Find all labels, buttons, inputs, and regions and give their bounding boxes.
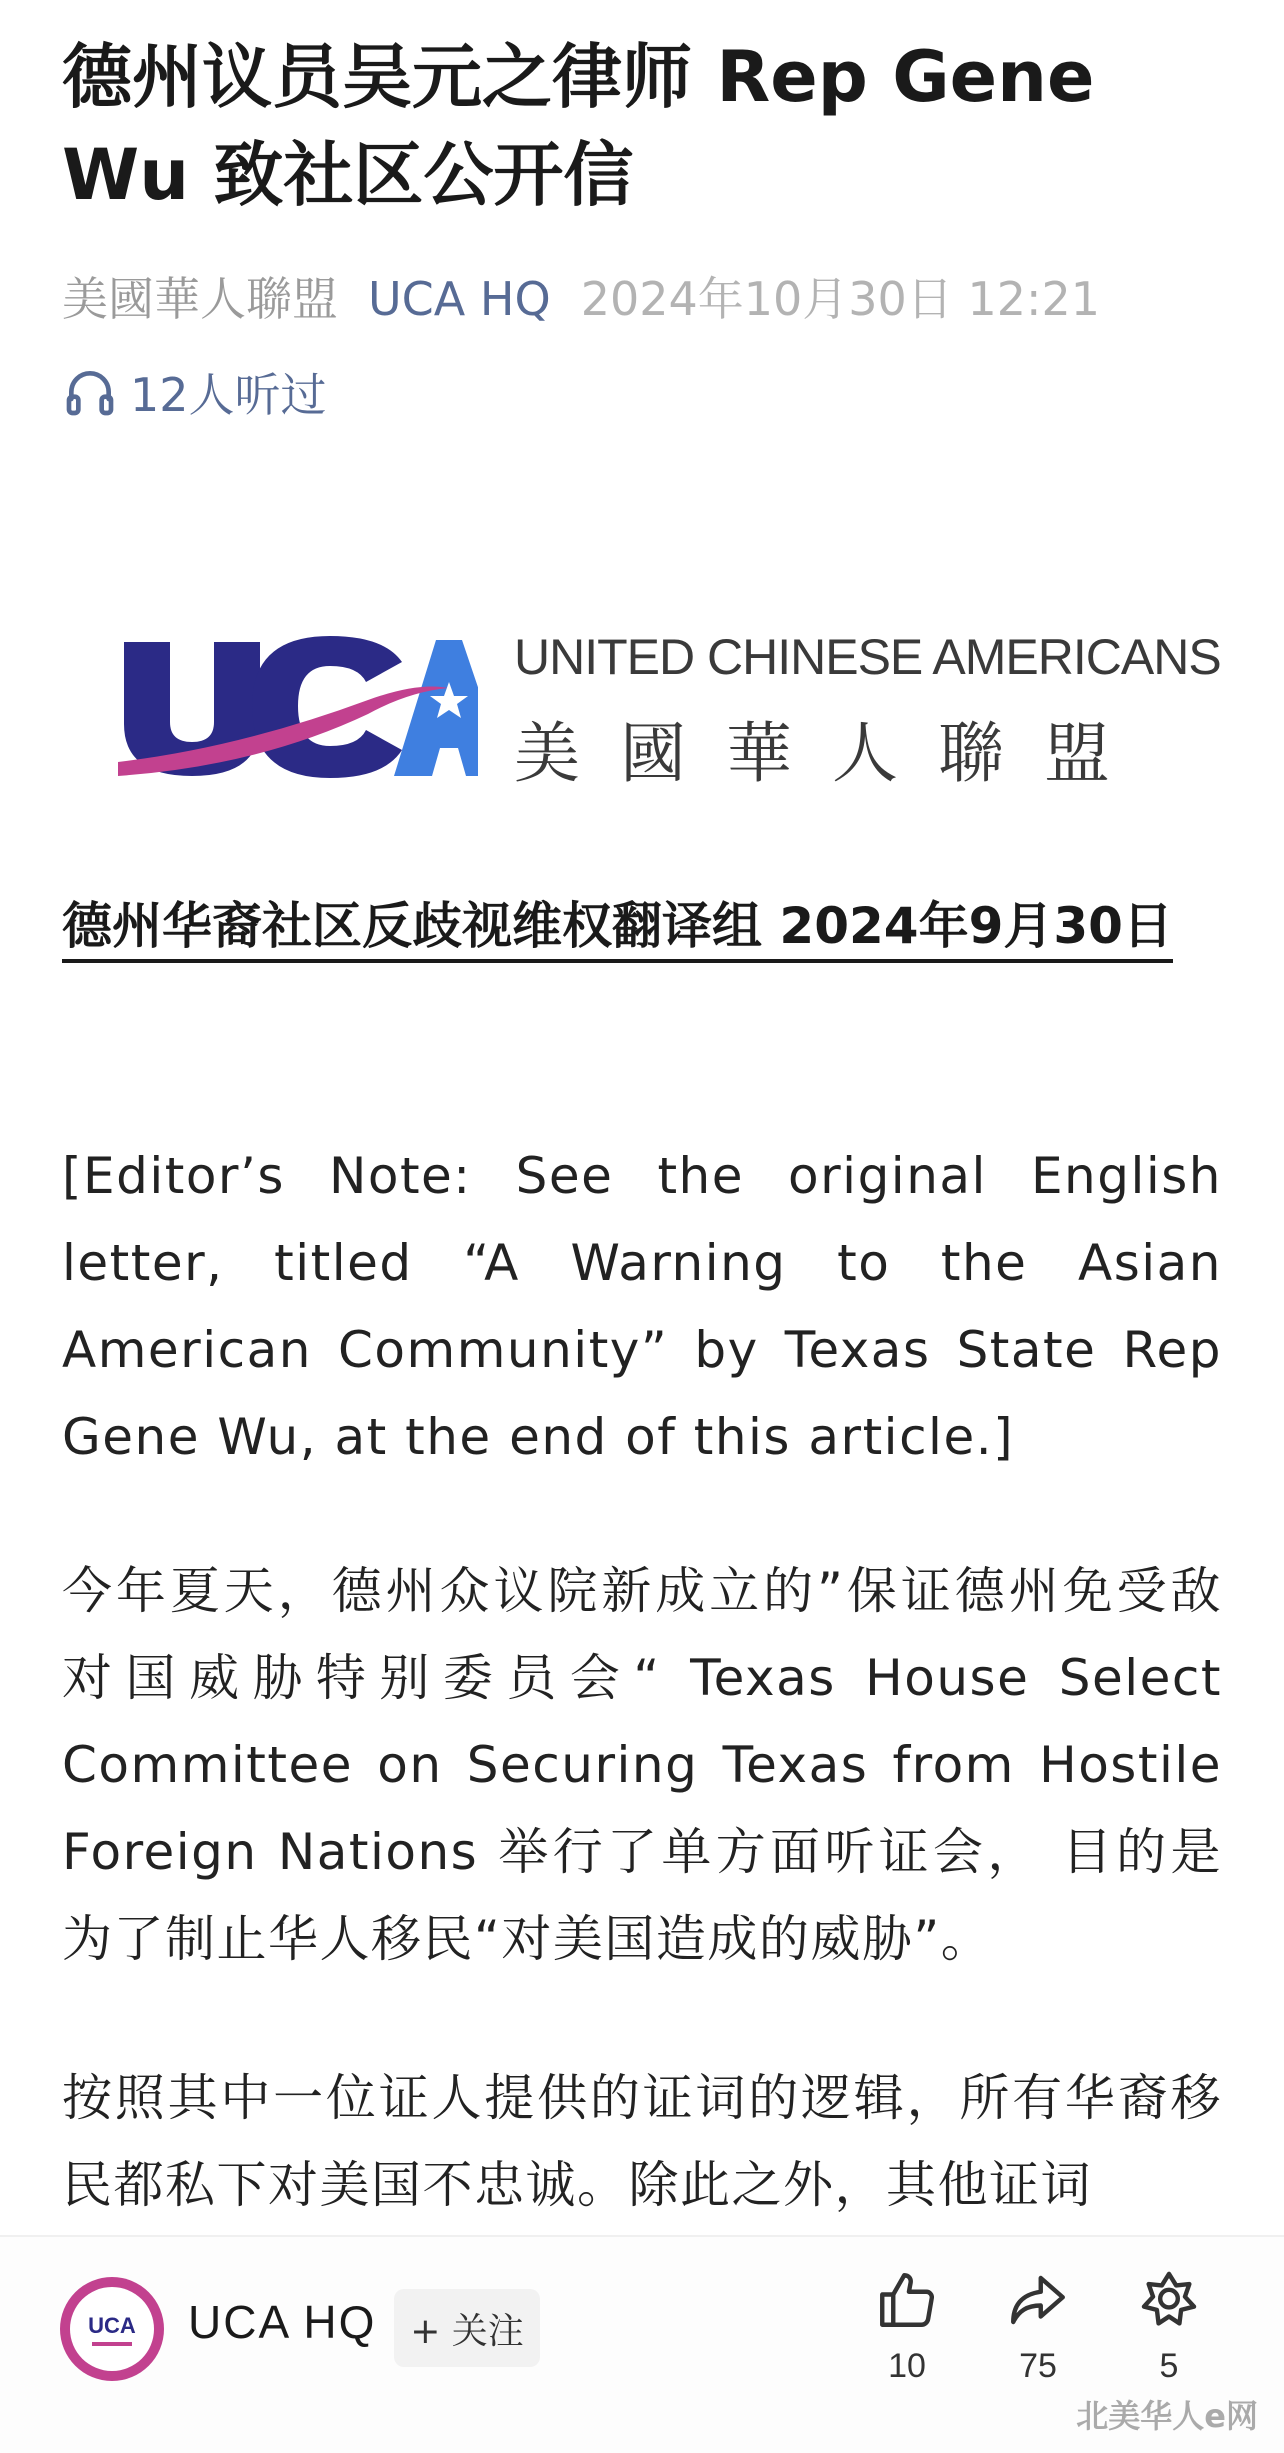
avatar[interactable] bbox=[60, 2277, 164, 2381]
share-icon bbox=[1005, 2267, 1071, 2333]
listen-button[interactable] bbox=[62, 360, 327, 424]
paragraph-testimony: 按照其中一位证人提供的证词的逻辑，所有华裔移民都私下对美国不忠诚。除此之外，其他证词 bbox=[62, 2069, 1222, 2214]
article-title: 德州议员吴元之律师 Rep Gene Wu 致社区公开信 bbox=[62, 36, 1095, 216]
thumbs-up-icon bbox=[874, 2267, 940, 2333]
source-name: 美國華人聯盟 bbox=[62, 272, 338, 326]
like-button[interactable] bbox=[852, 2267, 962, 2386]
uca-logo bbox=[118, 620, 1221, 792]
share-button[interactable] bbox=[983, 2267, 1093, 2386]
account-link[interactable]: UCA HQ bbox=[368, 272, 551, 326]
follow-button[interactable]: + 关注 bbox=[394, 2289, 540, 2367]
account-name[interactable]: UCA HQ bbox=[188, 2296, 377, 2348]
share-count: 75 bbox=[1019, 2347, 1057, 2385]
avatar-text: UCA bbox=[88, 2312, 136, 2338]
headphones-icon bbox=[62, 364, 118, 420]
uca-logo-mark bbox=[118, 630, 478, 780]
site-watermark: 北美华人e网 bbox=[1076, 2397, 1258, 2435]
bottom-action-bar bbox=[0, 2235, 1284, 2453]
logo-english-text: UNITED CHINESE AMERICANS bbox=[514, 629, 1221, 685]
article-subheading bbox=[62, 882, 1222, 970]
recommend-count: 5 bbox=[1159, 2347, 1179, 2385]
like-count: 10 bbox=[888, 2347, 926, 2385]
paragraph-hearing: 今年夏天，德州众议院新成立的”保证德州免受敌对国威胁特别委员会“ Texas House Select Committee on Securing Texas from Hostile Foreign Nations 举行了单方面听证会， 目的是为了制止华人移民“对美国造成的威胁”。 bbox=[62, 1562, 1222, 1968]
paragraph-editor-note: [Editor’s Note: See the original English letter, titled “A Warning to the Asian American Community” by Texas State Rep Gene Wu, at the end of this article.] bbox=[62, 1147, 1222, 1466]
recommend-button[interactable] bbox=[1114, 2267, 1224, 2386]
avatar-stripe bbox=[92, 2342, 132, 2346]
logo-chinese-text: 美國華人聯盟 bbox=[514, 715, 1150, 792]
avatar-inner bbox=[70, 2287, 154, 2371]
article-meta bbox=[62, 268, 1100, 330]
publish-date: 2024年10月30日 12:21 bbox=[580, 272, 1101, 326]
subheading-text: 德州华裔社区反歧视维权翻译组 2024年9月30日 bbox=[62, 897, 1173, 963]
listen-count: 12人听过 bbox=[130, 368, 327, 422]
recommend-icon bbox=[1136, 2267, 1202, 2333]
